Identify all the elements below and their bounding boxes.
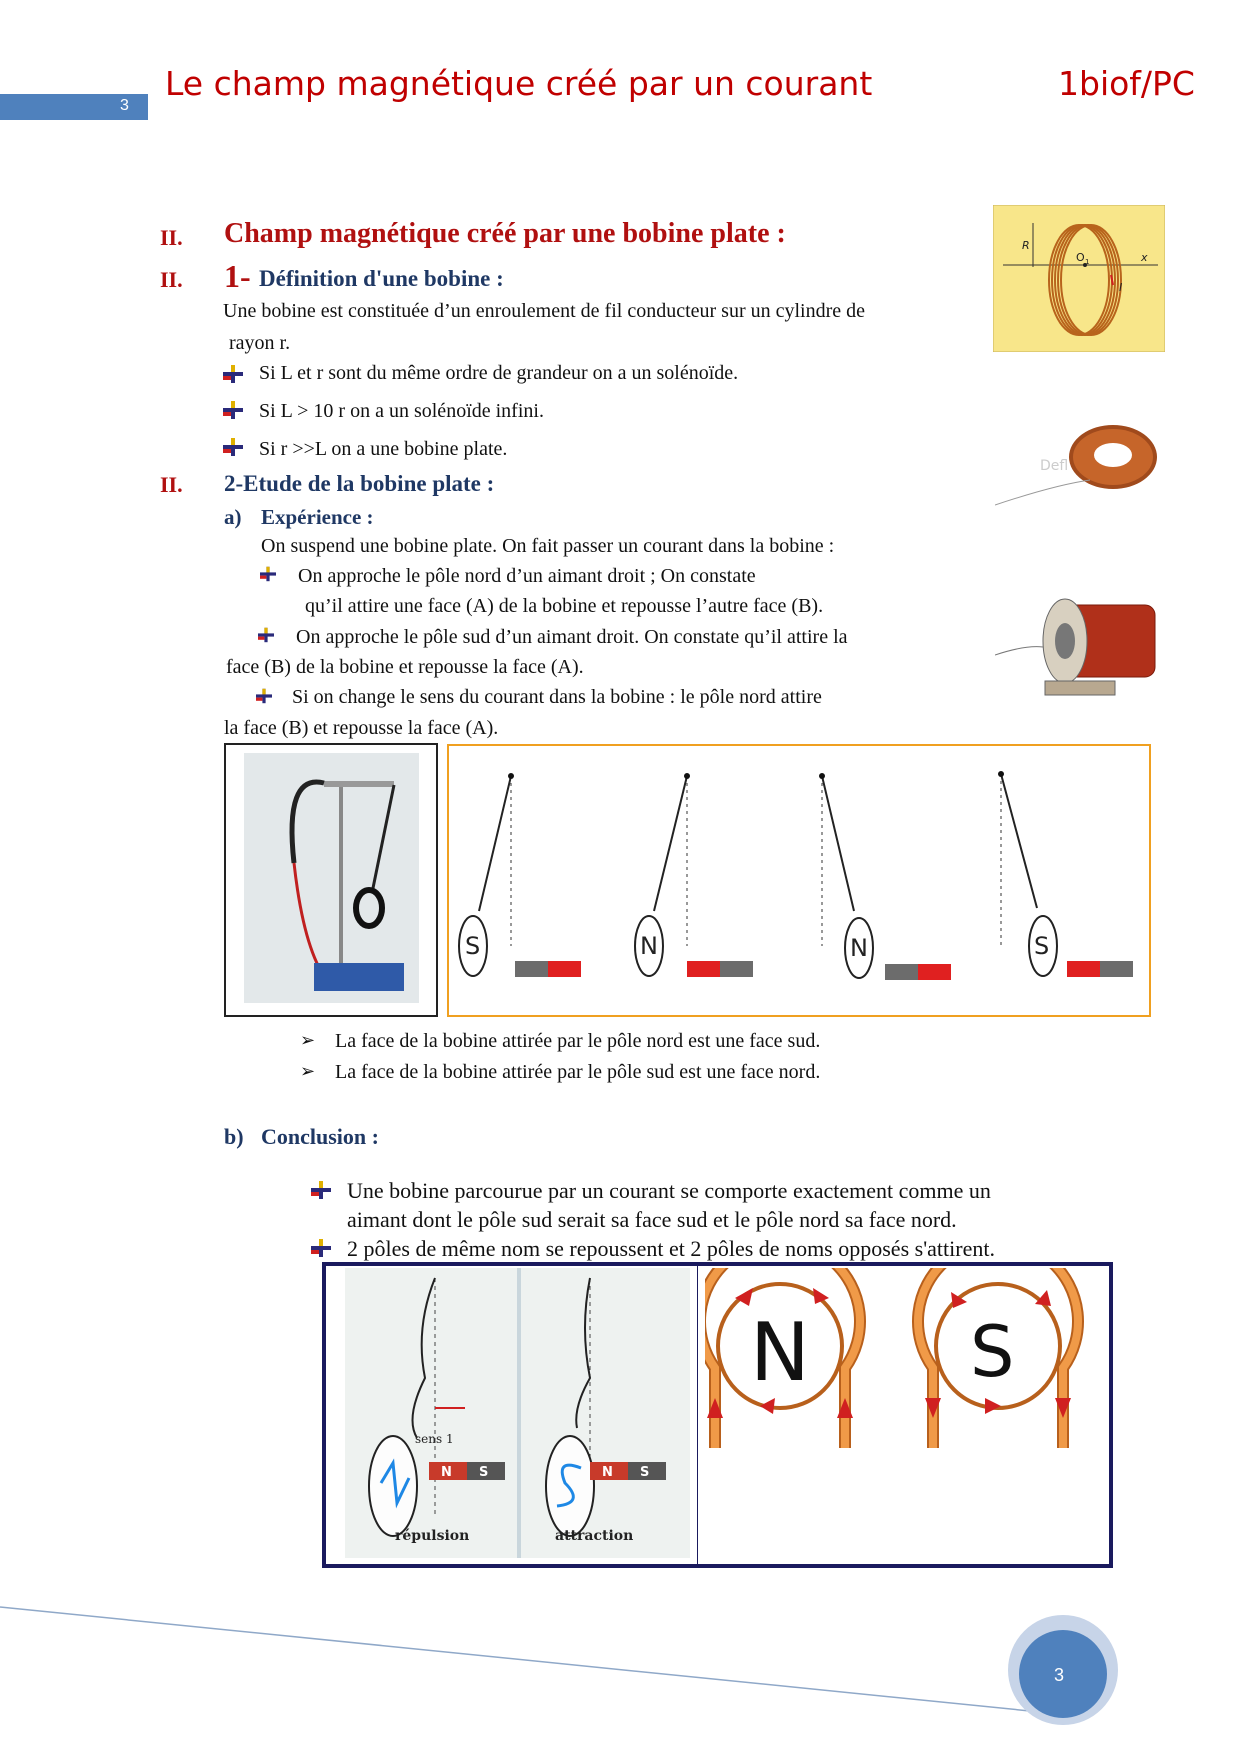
watermark: Defl — [1040, 458, 1069, 474]
plus-bullet-icon — [222, 437, 244, 457]
pendulum-1 — [459, 773, 581, 977]
experiment-text: qu’il attire une face (A) de la bobine et repousse l’autre face (B). — [305, 595, 824, 617]
pendulum-letter: S — [465, 932, 481, 960]
plus-bullet-icon — [255, 688, 273, 704]
center-subscript: 1 — [1085, 258, 1090, 266]
face-letter-n: N — [750, 1306, 810, 1399]
magnet-n: N — [441, 1465, 452, 1480]
face-letter-s: S — [970, 1311, 1015, 1393]
plus-bullet-icon — [222, 400, 244, 420]
roman-numeral: II. — [160, 225, 183, 250]
plus-bullet-icon — [257, 627, 275, 643]
experiment-text: la face (B) et repousse la face (A). — [224, 717, 499, 739]
footer-page-number: 3 — [1054, 1665, 1065, 1685]
south-face-loop — [918, 1268, 1078, 1448]
pendulum-2 — [635, 773, 753, 977]
experiment-text: On approche le pôle sud d’un aimant droit. On constate qu’il attire la — [296, 626, 848, 648]
north-face-loop — [705, 1268, 860, 1448]
item-title: Conclusion : — [261, 1124, 379, 1149]
pendulum-letter: N — [850, 934, 868, 962]
plus-bullet-icon — [222, 364, 244, 384]
experiment-text: face (B) de la bobine et repousse la face (A). — [226, 656, 584, 678]
north-south-faces-figure — [705, 1268, 1105, 1448]
axis-label: x — [1141, 251, 1148, 264]
conclusion-text: Une bobine parcourue par un courant se comporte exactement comme un — [347, 1178, 991, 1203]
sens-label: sens 1 — [415, 1432, 454, 1446]
flat-coil-diagram — [993, 205, 1165, 352]
definition-line: rayon r. — [229, 332, 291, 354]
arrow-bullet-icon: ➢ — [300, 1030, 316, 1050]
suspended-coil-photo — [244, 753, 419, 1003]
experiment-intro: On suspend une bobine plate. On fait passer un courant dans la bobine : — [261, 535, 835, 557]
center-label: O — [1076, 251, 1085, 264]
subsection-title: 2-Etude de la bobine plate : — [224, 471, 495, 496]
plus-bullet-icon — [310, 1180, 332, 1200]
experiment-text: On approche le pôle nord d’un aimant droit ; On constate — [298, 565, 756, 587]
magnet-s: S — [479, 1465, 489, 1480]
page-title: Le champ magnétique créé par un courant — [165, 64, 873, 103]
header-page-tab: 3 — [120, 97, 129, 114]
solenoid-photo — [995, 585, 1170, 725]
magnet-n: N — [602, 1465, 613, 1480]
conclusion-text: aimant dont le pôle sud serait sa face sud et le pôle nord sa face nord. — [347, 1207, 957, 1232]
pendulum-4 — [998, 771, 1133, 977]
bullet-text: Si r >>L on a une bobine plate. — [259, 438, 508, 460]
pendulum-letter: S — [1034, 932, 1050, 960]
magnet-s: S — [640, 1465, 650, 1480]
subsection-number: 1- — [224, 258, 251, 294]
repulsion-attraction-figure — [345, 1268, 690, 1558]
plus-bullet-icon — [310, 1238, 332, 1258]
repulsion-label: répulsion — [395, 1528, 470, 1544]
pendulum-figures — [449, 746, 1149, 1015]
experiment-text: Si on change le sens du courant dans la bobine : le pôle nord attire — [292, 686, 822, 708]
roman-numeral: II. — [160, 472, 183, 497]
bullet-text: Si L > 10 r on a un solénoïde infini. — [259, 400, 544, 422]
conclusion-text: 2 pôles de même nom se repoussent et 2 pôles de noms opposés s'attirent. — [347, 1236, 995, 1261]
plus-bullet-icon — [259, 566, 277, 582]
class-label: 1biof/PC — [1058, 64, 1195, 103]
arrow-bullet-icon: ➢ — [300, 1061, 316, 1081]
current-label: I — [1119, 281, 1123, 294]
item-title: Expérience : — [261, 505, 374, 529]
roman-numeral: II. — [160, 267, 183, 292]
copper-coil-photo — [995, 415, 1170, 515]
subsection-title: Définition d'une bobine : — [259, 266, 504, 291]
item-label: a) — [224, 505, 242, 529]
definition-line: Une bobine est constituée d’un enroulement de fil conducteur sur un cylindre de — [223, 300, 866, 322]
section-title: Champ magnétique créé par une bobine plate : — [224, 218, 786, 249]
experiment-photo-frame — [224, 743, 438, 1017]
radius-label: R — [1022, 239, 1030, 252]
figure-divider — [697, 1266, 698, 1564]
item-label: b) — [224, 1124, 244, 1149]
bullet-text: Si L et r sont du même ordre de grandeur on a un solénoïde. — [259, 362, 739, 384]
result-text: La face de la bobine attirée par le pôle sud est une face nord. — [335, 1061, 821, 1083]
pendulum-letter: N — [640, 932, 658, 960]
attraction-label: attraction — [555, 1528, 634, 1544]
pendulum-3 — [819, 773, 951, 980]
result-text: La face de la bobine attirée par le pôle nord est une face sud. — [335, 1030, 821, 1052]
